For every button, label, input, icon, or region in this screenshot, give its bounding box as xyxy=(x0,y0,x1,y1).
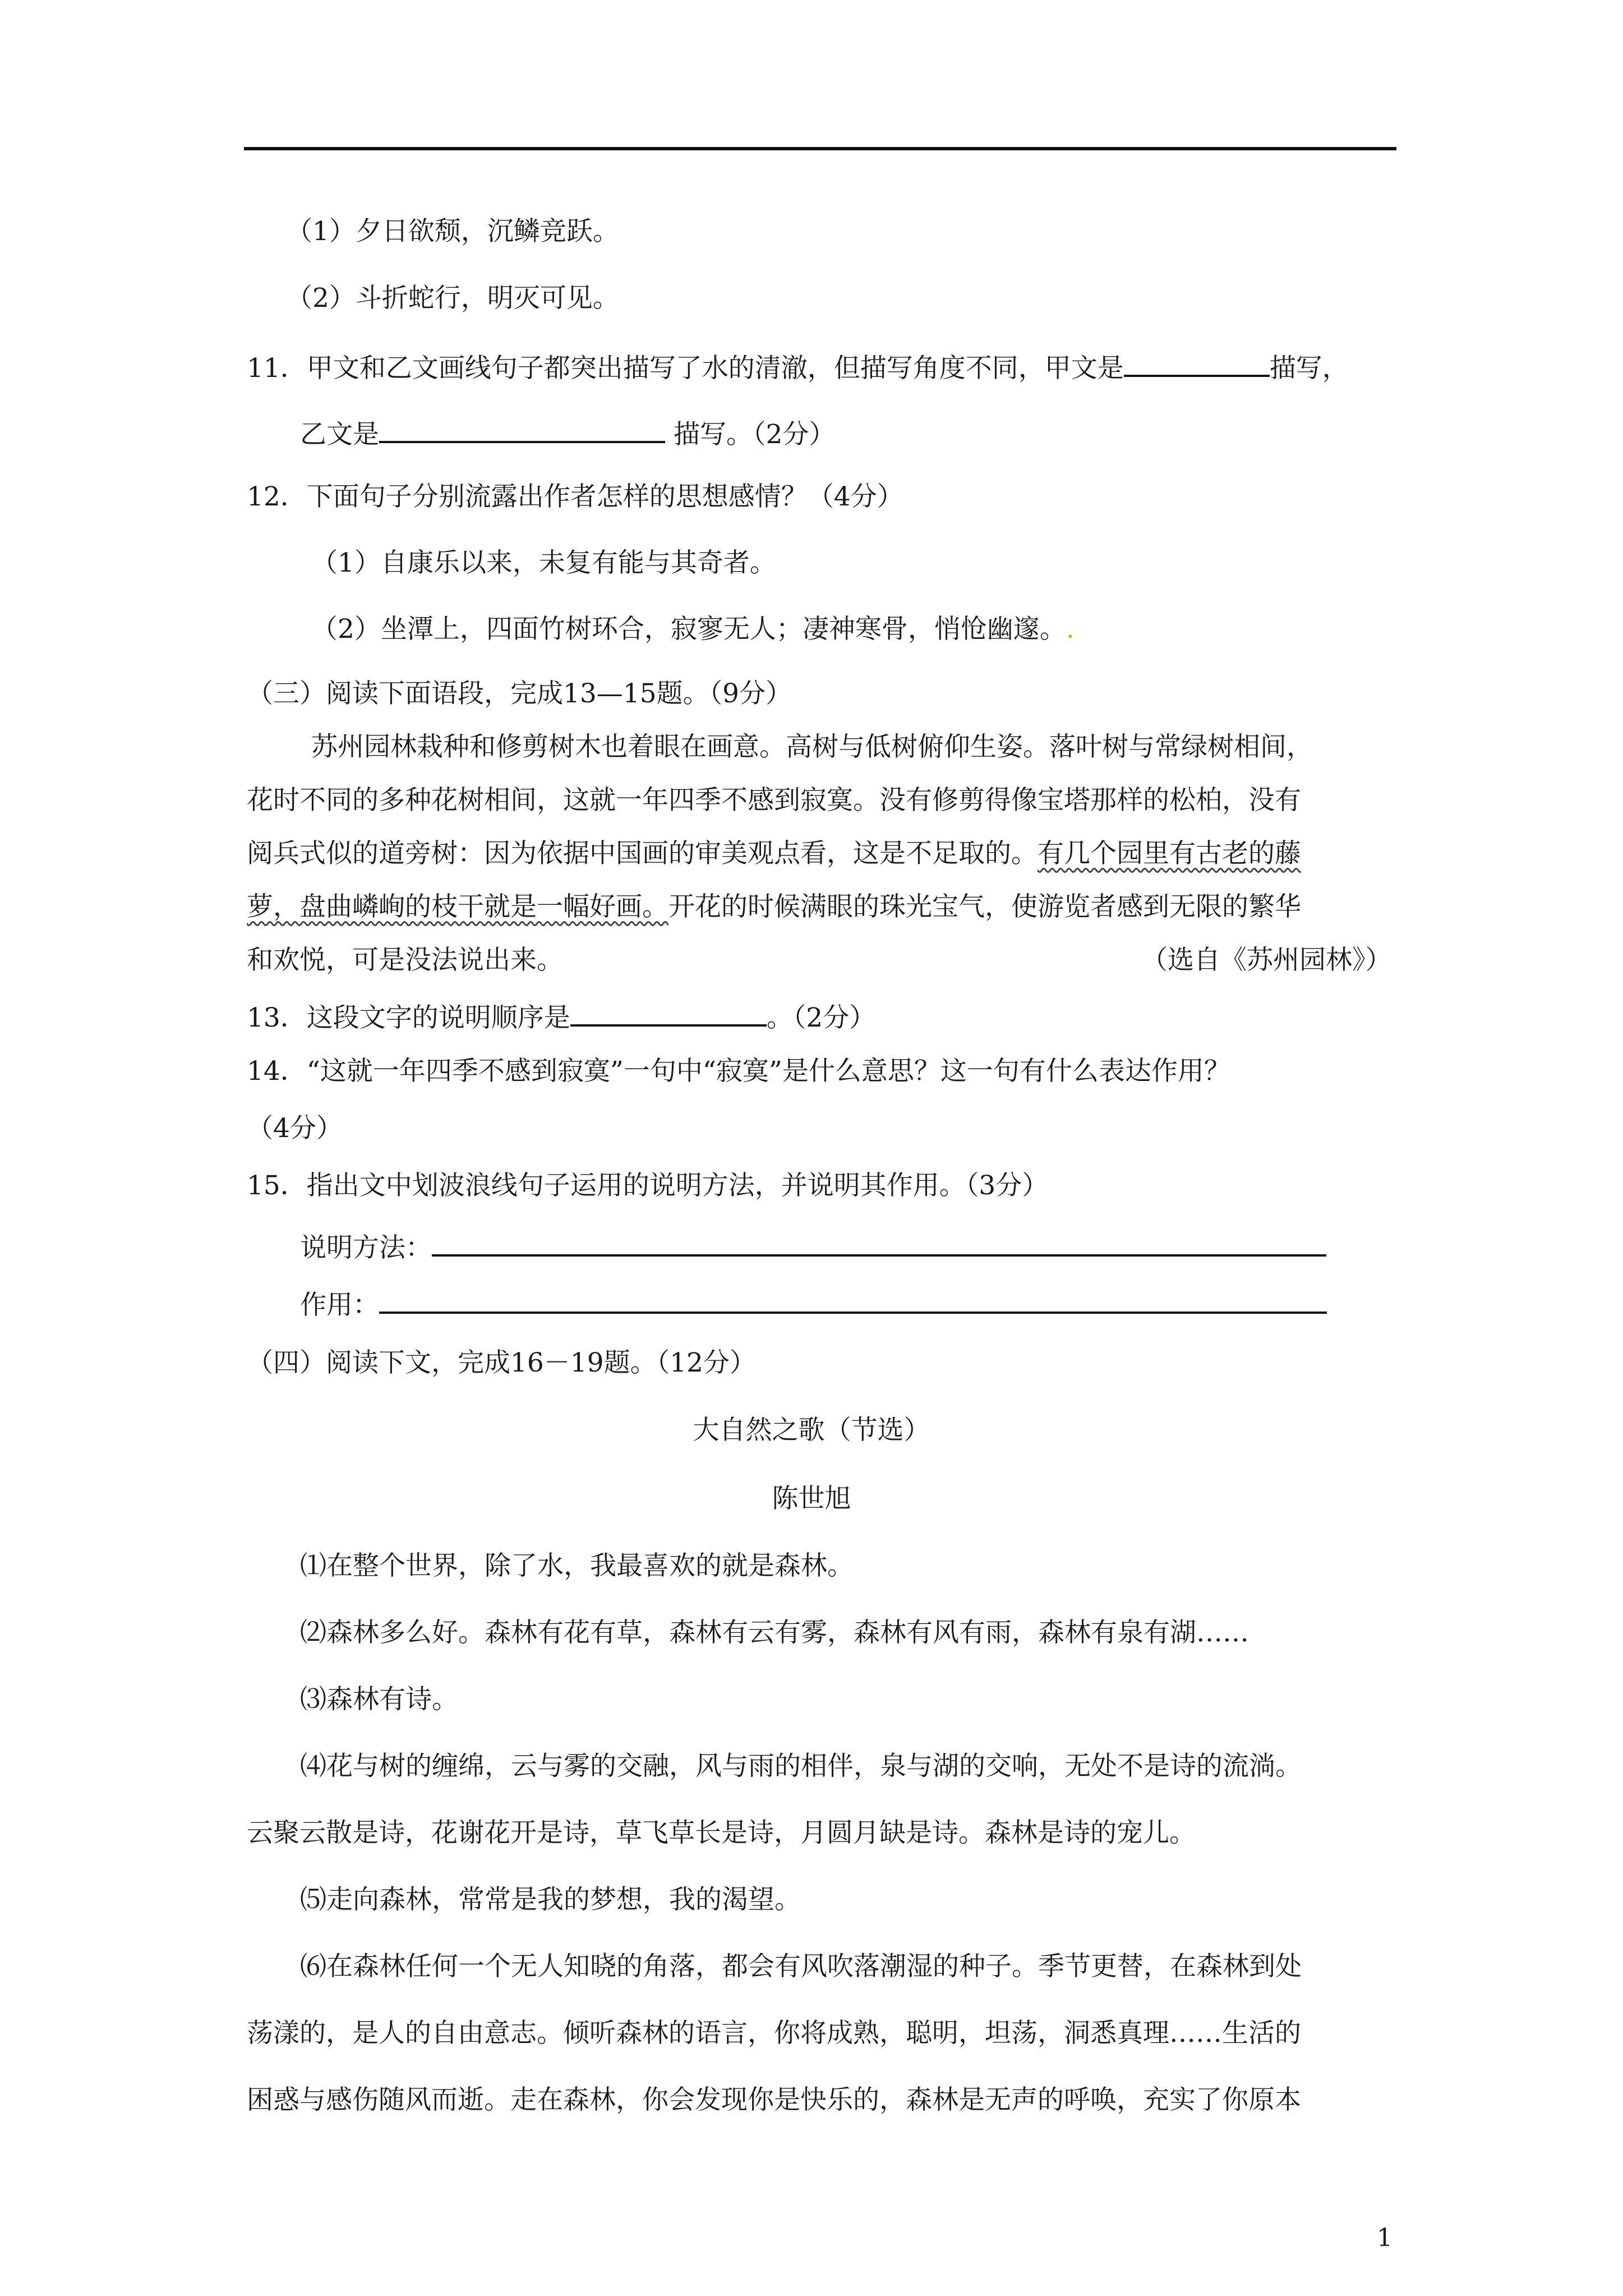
paragraph-line: 萝，盘曲嶙峋的枝干就是一幅好画。开花的时候满眼的珠光宝气，使游览者感到无限的繁华 xyxy=(247,891,1301,922)
article-paragraph: 云聚云散是诗，花谢花开是诗，草飞草长是诗，月圆月缺是诗。森林是诗的宠儿。 xyxy=(247,1818,1196,1848)
text-line: （2）斗折蛇行，明灭可见。 xyxy=(286,283,619,314)
question-15: 15．指出文中划波浪线句子运用的说明方法，并说明其作用。（3分） xyxy=(247,1170,1049,1201)
article-paragraph: 荡漾的，是人的自由意志。倾听森林的语言，你将成熟，聪明，坦荡，洞悉真理……生活的 xyxy=(247,2018,1301,2049)
question-12: 12．下面句子分别流露出作者怎样的思想感情？（4分） xyxy=(247,481,903,512)
answer-blank[interactable] xyxy=(379,414,665,443)
paragraph-line: 花时不同的多种花树相间，这就一年四季不感到寂寞。没有修剪得像宝塔那样的松柏，没有 xyxy=(247,785,1301,816)
article-paragraph: ⑴在整个世界，除了水，我最喜欢的就是森林。 xyxy=(300,1550,854,1581)
answer-blank[interactable] xyxy=(1124,348,1270,377)
article-paragraph: ⑷花与树的缠绵，云与雾的交融，风与雨的相伴，泉与湖的交响，无处不是诗的流淌。 xyxy=(300,1751,1302,1782)
answer-blank[interactable] xyxy=(570,997,767,1027)
article-paragraph: 困惑与感伤随风而逝。走在森林，你会发现你是快乐的，森林是无声的呼唤，充实了你原本 xyxy=(247,2085,1301,2115)
section-heading: （四）阅读下文，完成16－19题。（12分） xyxy=(247,1347,756,1378)
wavy-underlined-text: 有几个园里有古老的藤 xyxy=(1038,838,1301,869)
page-number: 1 xyxy=(1377,2224,1393,2252)
text-line: （1）自康乐以来，未复有能与其奇者。 xyxy=(311,547,776,578)
answer-blank[interactable] xyxy=(379,1285,1327,1314)
article-paragraph: ⑵森林多么好。森林有花有草，森林有云有雾，森林有风有雨，森林有泉有湖…… xyxy=(300,1617,1249,1648)
q15-effect-line: 作用： xyxy=(300,1285,1327,1322)
question-13: 13．这段文字的说明顺序是 。（2分） xyxy=(247,997,875,1035)
question-11: 11．甲文和乙文画线句子都突出描写了水的清澈，但描写角度不同，甲文是 描写， xyxy=(247,348,1349,385)
article-title: 大自然之歌（节选） xyxy=(693,1415,930,1446)
text-line: （1）夕日欲颓，沉鳞竞跃。 xyxy=(286,216,619,247)
question-11-cont: 乙文是 描写。（2分） xyxy=(300,414,835,452)
section-heading: （三）阅读下面语段，完成13—15题。（9分） xyxy=(247,678,792,709)
article-paragraph: ⑹在森林任何一个无人知晓的角落，都会有风吹落潮湿的种子。季节更替，在森林到处 xyxy=(300,1951,1302,1982)
article-paragraph: ⑶森林有诗。 xyxy=(300,1684,458,1715)
paragraph-line: 苏州园林栽种和修剪树木也着眼在画意。高树与低树俯仰生姿。落叶树与常绿树相间， xyxy=(311,731,1313,762)
question-14: 14．“这就一年四季不感到寂寞”一句中“寂寞”是什么意思？这一句有什么表达作用？ xyxy=(247,1056,1230,1087)
article-author: 陈世旭 xyxy=(772,1483,851,1514)
article-paragraph: ⑸走向森林，常常是我的梦想，我的渴望。 xyxy=(300,1884,801,1915)
header-rule xyxy=(244,147,1396,150)
wavy-underlined-text: 萝，盘曲嶙峋的枝干就是一幅好画。 xyxy=(247,891,668,922)
question-14-score: （4分） xyxy=(247,1113,343,1144)
text-line: （2）坐潭上，四面竹树环合，寂寥无人；凄神寒骨，悄怆幽邃。. xyxy=(311,614,1075,645)
q15-method-line: 说明方法： xyxy=(300,1227,1326,1265)
answer-blank[interactable] xyxy=(432,1227,1326,1257)
source-citation: （选自《苏州园林》） xyxy=(1141,945,1392,976)
paragraph-line: 和欢悦，可是没法说出来。 xyxy=(247,945,563,976)
paragraph-line: 阅兵式似的道旁树：因为依据中国画的审美观点看，这是不足取的。有几个园里有古老的藤 xyxy=(247,838,1301,869)
